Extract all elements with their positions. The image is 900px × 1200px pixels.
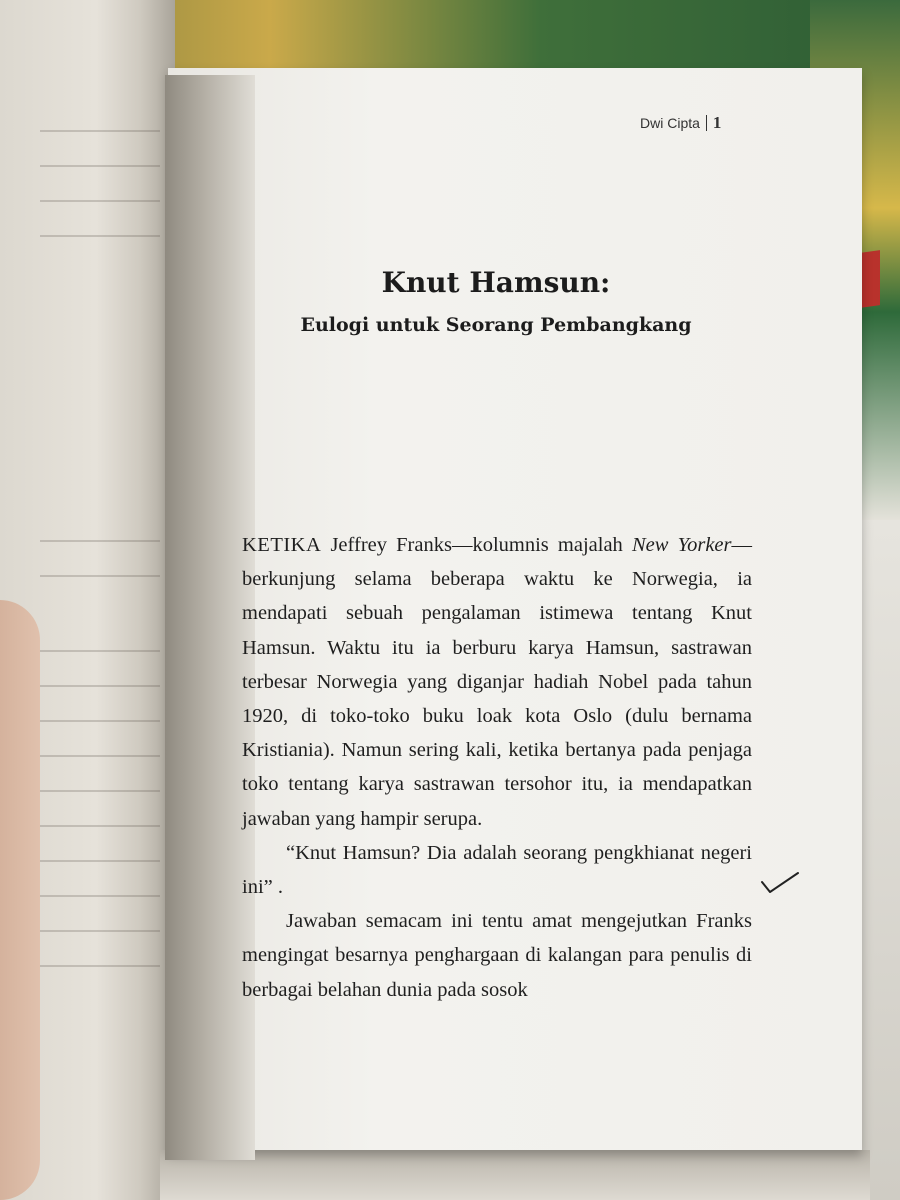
finger (0, 600, 40, 1200)
paragraph-1-text-b: —berkunjung selama beberapa waktu ke Norwegia, ia mendapati sebuah pengalaman istimewa tentang Knut Hamsun. Waktu itu ia berburu karya Hamsun, sastrawan terbesar Norwegia yang diganjar hadiah Nobel pada tahun 1920, di toko-toko buku loak kota Oslo (dulu bernama Kristiania). Namun sering kali, ketika bertanya pada penjaga toko tentang karya sastrawan tersohor itu, ia mendapatkan jawaban yang hampir serupa. (242, 534, 752, 830)
left-page-line (40, 825, 160, 827)
paragraph-3: Jawaban semacam ini tentu amat mengejutkan Franks mengingat besarnya penghargaan di kalangan para penulis di berbagai belahan dunia pada sosok (242, 910, 752, 1001)
page-number: 1 (712, 113, 722, 132)
left-page-line (40, 575, 160, 577)
checkmark-icon (760, 870, 800, 896)
paragraph-1-text-a: Jeffrey Franks—kolumnis majalah (321, 534, 632, 556)
left-page-line (40, 130, 160, 132)
left-page-line (40, 755, 160, 757)
left-page-line (40, 235, 160, 237)
paragraph-opener: KETIKA (242, 534, 322, 556)
running-head (640, 113, 721, 133)
left-page-line (40, 965, 160, 967)
paragraph-1 (242, 528, 752, 836)
body-text (242, 528, 752, 1007)
left-page-line (40, 720, 160, 722)
paragraph-2: “Knut Hamsun? Dia adalah seorang pengkhianat negeri ini” . (242, 841, 752, 899)
left-page-line (40, 860, 160, 862)
left-page-line (40, 895, 160, 897)
bottom-page-edges (160, 1150, 870, 1200)
left-page-line (40, 790, 160, 792)
running-head-author: Dwi Cipta (640, 115, 700, 131)
chapter-title: Knut Hamsun: (381, 266, 611, 299)
running-head-divider (706, 115, 707, 131)
left-page-line (40, 650, 160, 652)
left-page-line (40, 165, 160, 167)
left-page-line (40, 540, 160, 542)
left-page-line (40, 200, 160, 202)
left-page-line (40, 930, 160, 932)
magazine-name: New Yorker (631, 534, 732, 556)
chapter-subtitle: Eulogi untuk Seorang Pembangkang (300, 314, 692, 336)
left-page-line (40, 685, 160, 687)
